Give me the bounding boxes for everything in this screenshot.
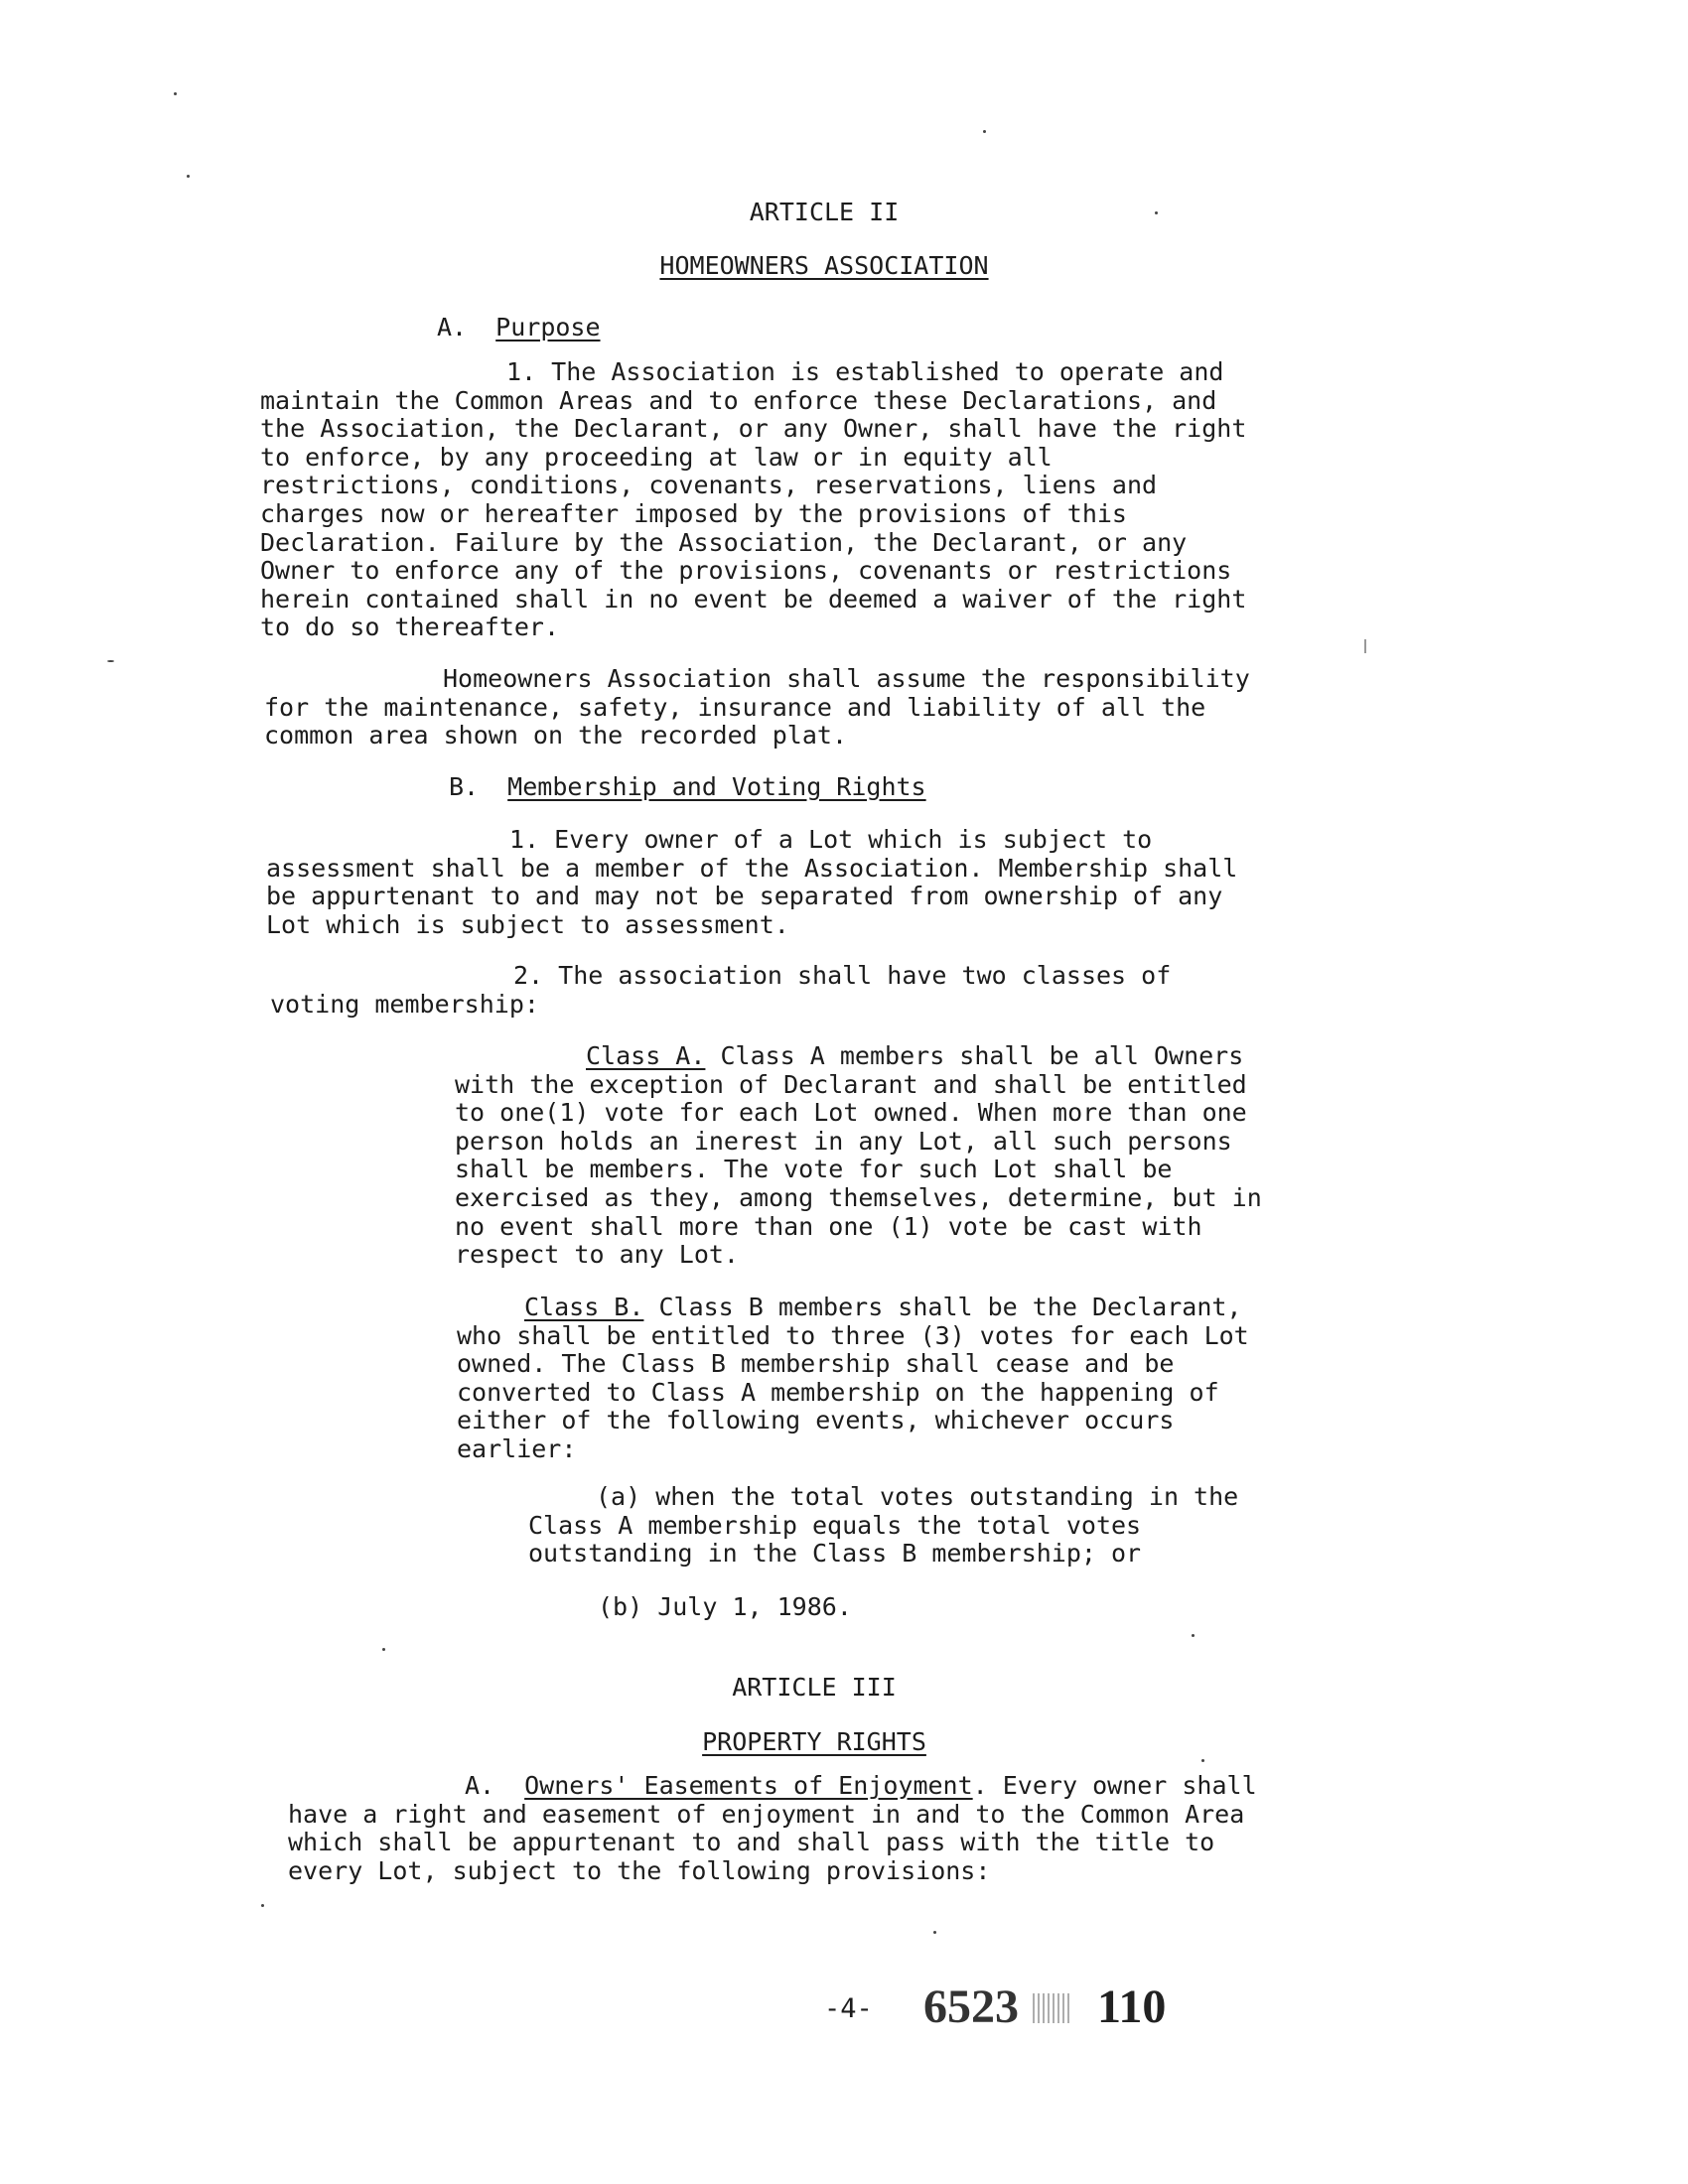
- page-stamp: 110: [1097, 1980, 1167, 2033]
- text-line: owned. The Class B membership shall cease and be: [457, 1349, 1175, 1379]
- scan-speck: [261, 1904, 264, 1907]
- section-b-title: Membership and Voting Rights: [507, 772, 926, 801]
- class-a-label: Class A.: [586, 1041, 706, 1070]
- scan-speck: [1201, 1759, 1204, 1762]
- text-line: the Association, the Declarant, or any Owner, shall have the right: [260, 414, 1247, 444]
- article-iii-title-text: PROPERTY RIGHTS: [702, 1727, 926, 1756]
- scan-speck: [1192, 1634, 1195, 1637]
- article-ii-title: [556, 252, 1092, 280]
- membership-paragraph-2: [270, 962, 1171, 1019]
- purpose-paragraph-1: [260, 358, 1246, 642]
- text-line: outstanding in the Class B membership; or: [528, 1539, 1142, 1569]
- membership-paragraph-1: [266, 826, 1237, 939]
- scan-speck: [933, 1931, 936, 1934]
- item-b-paragraph: (b) July 1, 1986.: [598, 1592, 852, 1621]
- text-line: for the maintenance, safety, insurance and liability of all the: [264, 692, 1206, 722]
- text-line: voting membership:: [270, 989, 539, 1019]
- text-line: earlier:: [457, 1433, 577, 1463]
- text-line: 2. The association shall have two classes of: [513, 961, 1172, 990]
- text-line: shall be members. The vote for such Lot shall be: [455, 1155, 1173, 1184]
- article-ii-heading: ARTICLE II: [749, 198, 900, 226]
- section-b-heading: [449, 773, 926, 801]
- class-b-label: Class B.: [524, 1293, 644, 1321]
- text-line: 1. Every owner of a Lot which is subject to: [509, 825, 1153, 854]
- text-line: to do so thereafter.: [260, 613, 560, 642]
- text-line: person holds an inerest in any Lot, all such persons: [455, 1126, 1232, 1156]
- text-line: with the exception of Declarant and shall be entitled: [455, 1069, 1247, 1099]
- scan-speck: [187, 175, 190, 178]
- text-line: charges now or hereafter imposed by the provisions of this: [260, 498, 1127, 528]
- stamp-smudge: [1033, 1993, 1070, 2023]
- text-line: A. Owners' Easements of Enjoyment. Every owner shall: [465, 1771, 1257, 1800]
- text-line: have a right and easement of enjoyment in and to the Common Area: [288, 1799, 1245, 1829]
- text-line: Declaration. Failure by the Association, the Declarant, or any: [260, 527, 1188, 557]
- easements-title: Owners' Easements of Enjoyment: [524, 1771, 973, 1800]
- text-line: (a) when the total votes outstanding in the: [596, 1482, 1239, 1511]
- page-number: -4-: [824, 1993, 873, 2024]
- article-iii-title: [596, 1728, 1033, 1756]
- scan-speck: [983, 130, 986, 133]
- section-a-heading: [437, 314, 601, 341]
- text-line: Class A. Class A members shall be all Owners: [586, 1041, 1244, 1070]
- text-line: every Lot, subject to the following provisions:: [288, 1855, 991, 1885]
- book-number-stamp: 6523: [923, 1980, 1019, 2033]
- text-line: common area shown on the recorded plat.: [264, 721, 847, 751]
- scan-speck: [174, 92, 177, 95]
- text-line: exercised as they, among themselves, determine, but in: [455, 1182, 1262, 1212]
- text-line: 1. The Association is established to operate and: [506, 357, 1224, 386]
- scan-speck: [107, 660, 114, 662]
- text-line: who shall be entitled to three (3) votes for each Lot: [457, 1320, 1249, 1350]
- section-a-letter: A.: [437, 313, 468, 341]
- text-line: converted to Class A membership on the happening of: [457, 1377, 1219, 1407]
- item-a-paragraph: [528, 1483, 1238, 1569]
- article-iii-heading: ARTICLE III: [732, 1673, 897, 1702]
- section-a-title: Purpose: [495, 313, 601, 341]
- text-line: which shall be appurtenant to and shall pass with the title to: [288, 1828, 1215, 1857]
- text-line: no event shall more than one (1) vote be cast with: [455, 1211, 1202, 1241]
- scan-speck: [382, 1648, 385, 1651]
- easements-paragraph: [288, 1772, 1257, 1885]
- text-line: to one(1) vote for each Lot owned. When more than one: [455, 1098, 1247, 1128]
- text-line: herein contained shall in no event be deemed a waiver of the right: [260, 584, 1247, 614]
- scan-speck: [1364, 639, 1366, 653]
- text-line: respect to any Lot.: [455, 1240, 739, 1270]
- purpose-paragraph-2: [264, 665, 1250, 751]
- text-line: be appurtenant to and may not be separated from ownership of any: [266, 882, 1223, 911]
- article-ii-title-text: HOMEOWNERS ASSOCIATION: [659, 251, 989, 280]
- text-line: either of the following events, whichever occurs: [457, 1406, 1175, 1435]
- text-line: Class A membership equals the total votes: [528, 1510, 1142, 1540]
- section-b-letter: B.: [449, 772, 480, 801]
- text-line: maintain the Common Areas and to enforce these Declarations, and: [260, 385, 1217, 415]
- text-line: Class B. Class B members shall be the Declarant,: [524, 1293, 1242, 1321]
- text-line: restrictions, conditions, covenants, reservations, liens and: [260, 471, 1158, 500]
- text-line: Lot which is subject to assessment.: [266, 909, 789, 939]
- text-line: to enforce, by any proceeding at law or in equity all: [260, 442, 1053, 472]
- text-line: assessment shall be a member of the Association. Membership shall: [266, 853, 1238, 883]
- text-line: Homeowners Association shall assume the responsibility: [443, 664, 1250, 693]
- text-line: Owner to enforce any of the provisions, covenants or restrictions: [260, 556, 1232, 586]
- class-a-paragraph: [455, 1042, 1262, 1270]
- scan-speck: [1155, 211, 1158, 214]
- class-b-paragraph: [457, 1294, 1249, 1464]
